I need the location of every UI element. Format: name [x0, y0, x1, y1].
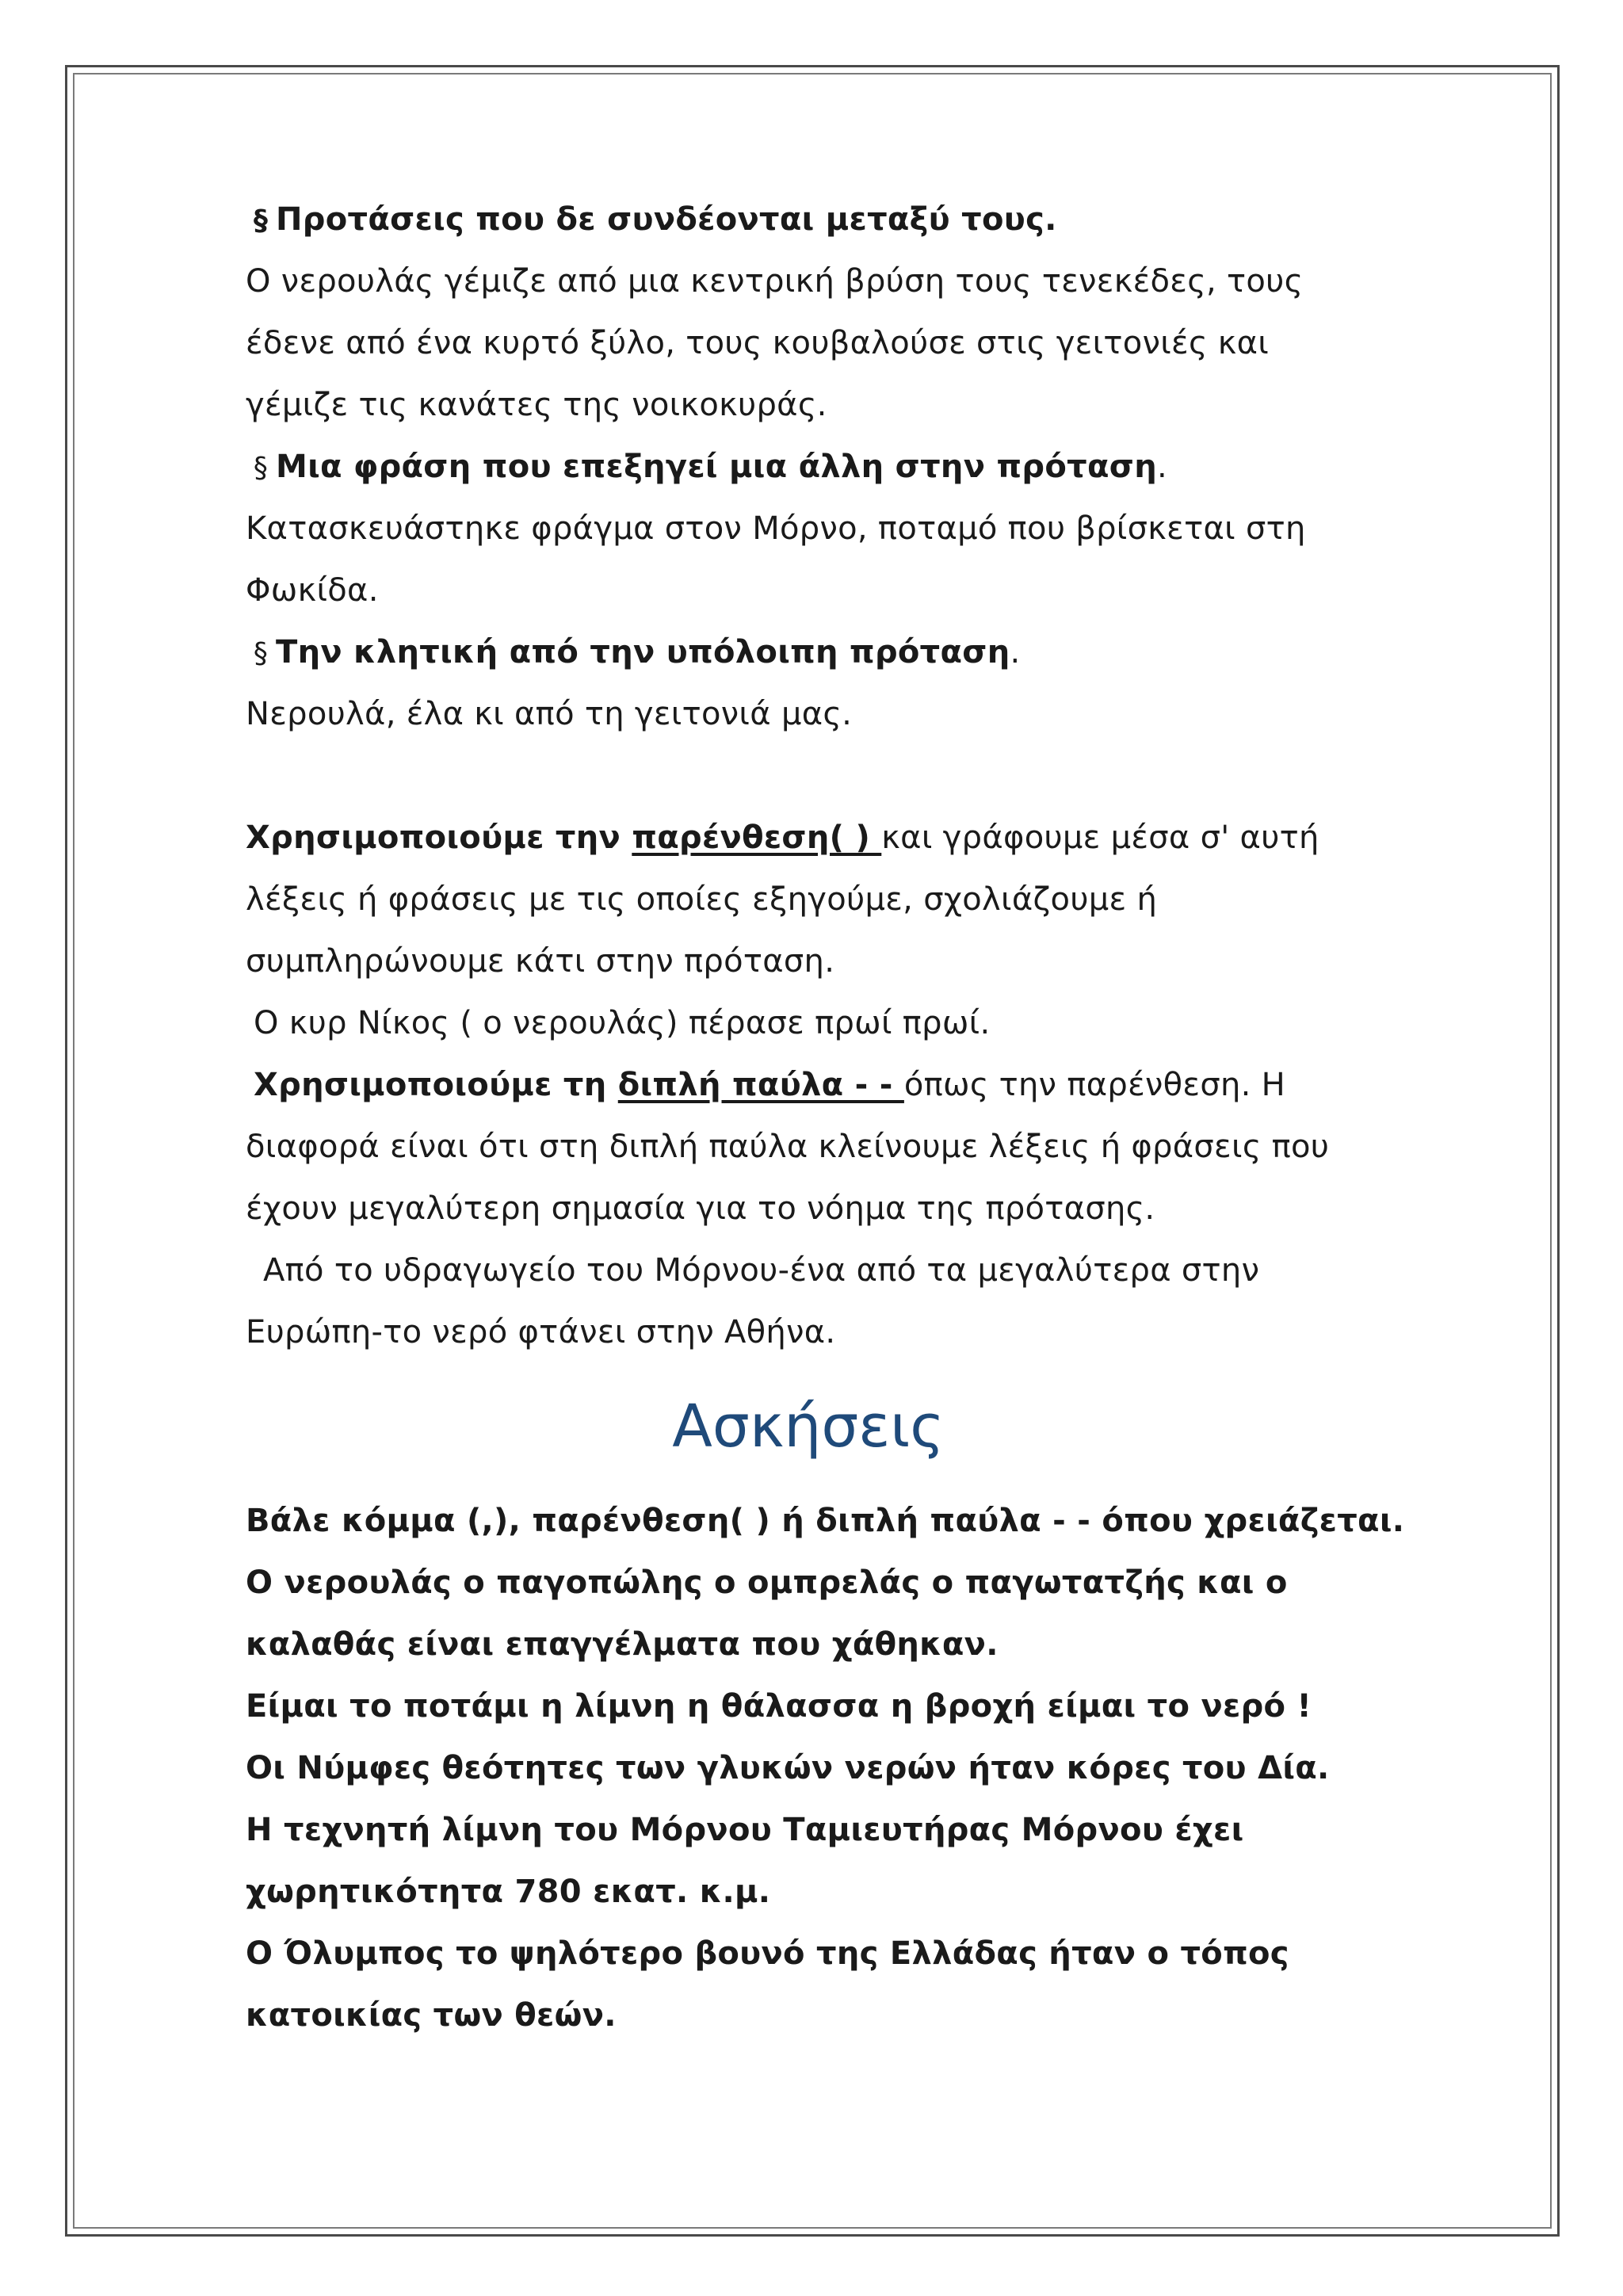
example-line: Ο κυρ Νίκος ( ο νερουλάς) πέρασε πρωί πρωί.: [254, 1005, 991, 1041]
section-marker-icon: §: [253, 637, 269, 670]
section-marker-icon: §: [253, 204, 269, 237]
section-marker-icon: §: [253, 452, 269, 484]
example-line: Ευρώπη-το νερό φτάνει στην Αθήνα.: [246, 1314, 836, 1350]
exercise-line: κατοικίας των θεών.: [246, 1997, 617, 2034]
section-1-title: § Προτάσεις που δε συνδέονται μεταξύ τους.: [246, 189, 1387, 250]
spacer: [246, 745, 1387, 807]
document-body: [246, 189, 1405, 2046]
paragraph-line: διαφορά είναι ότι στη διπλή παύλα κλείνουμε λέξεις ή φράσεις που: [246, 1129, 1330, 1165]
dash-rule: Χρησιμοποιούμε τη διπλή παύλα - - όπως την παρένθεση. Η: [254, 1067, 1286, 1103]
exercise-line: Ο νερουλάς ο παγοπώλης ο ομπρελάς ο παγωτατζής και ο: [246, 1564, 1288, 1601]
exercise-line: Είμαι το ποτάμι η λίμνη η θάλασσα η βροχή είμαι το νερό !: [246, 1688, 1312, 1725]
exercise-instruction: Βάλε κόμμα (,), παρένθεση( ) ή διπλή παύλα - - όπου χρειάζεται.: [246, 1503, 1405, 1539]
section-2-title: § Μια φράση που επεξηγεί μια άλλη στην πρόταση.: [246, 436, 1387, 498]
paragraph-line: Νερουλά, έλα κι από τη γειτονιά μας.: [246, 696, 853, 732]
paragraph-line: λέξεις ή φράσεις με τις οποίες εξηγούμε, σχολιάζουμε ή: [246, 881, 1158, 918]
exercise-line: χωρητικότητα 780 εκατ. κ.μ.: [246, 1874, 771, 1910]
dash-term: διπλή παύλα - -: [617, 1067, 904, 1103]
exercise-line: καλαθάς είναι επαγγέλματα που χάθηκαν.: [246, 1626, 999, 1663]
paragraph-line: Φωκίδα.: [246, 572, 379, 609]
paragraph-line: έδενε από ένα κυρτό ξύλο, τους κουβαλούσε στις γειτονιές και: [246, 325, 1270, 361]
exercises-heading: Ασκήσεις: [672, 1392, 945, 1461]
paragraph-line: συμπληρώνουμε κάτι στην πρόταση.: [246, 943, 835, 980]
paragraph-line: έχουν μεγαλύτερη σημασία για το νόημα της πρότασης.: [246, 1190, 1155, 1227]
example-line: Από το υδραγωγείο του Μόρνου-ένα από τα μεγαλύτερα στην: [263, 1252, 1260, 1289]
exercise-line: Οι Νύμφες θεότητες των γλυκών νερών ήταν κόρες του Δία.: [246, 1750, 1330, 1786]
parenthesis-term: παρένθεση( ): [632, 819, 882, 856]
paragraph-line: γέμιζε τις κανάτες της νοικοκυράς.: [246, 387, 827, 423]
exercise-line: Ο Όλυμπος το ψηλότερο βουνό της Ελλάδας ήταν ο τόπος: [246, 1935, 1289, 1972]
exercise-line: Η τεχνητή λίμνη του Μόρνου Ταμιευτήρας Μόρνου έχει: [246, 1812, 1244, 1848]
parenthesis-rule: Χρησιμοποιούμε την παρένθεση( ) και γράφουμε μέσα σ' αυτή: [246, 819, 1319, 856]
paragraph-line: Ο νερουλάς γέμιζε από μια κεντρική βρύση τους τενεκέδες, τους: [246, 263, 1304, 300]
section-3-title: § Την κλητική από την υπόλοιπη πρόταση.: [246, 621, 1387, 683]
paragraph-line: Κατασκευάστηκε φράγμα στον Μόρνο, ποταμό που βρίσκεται στη: [246, 510, 1306, 547]
